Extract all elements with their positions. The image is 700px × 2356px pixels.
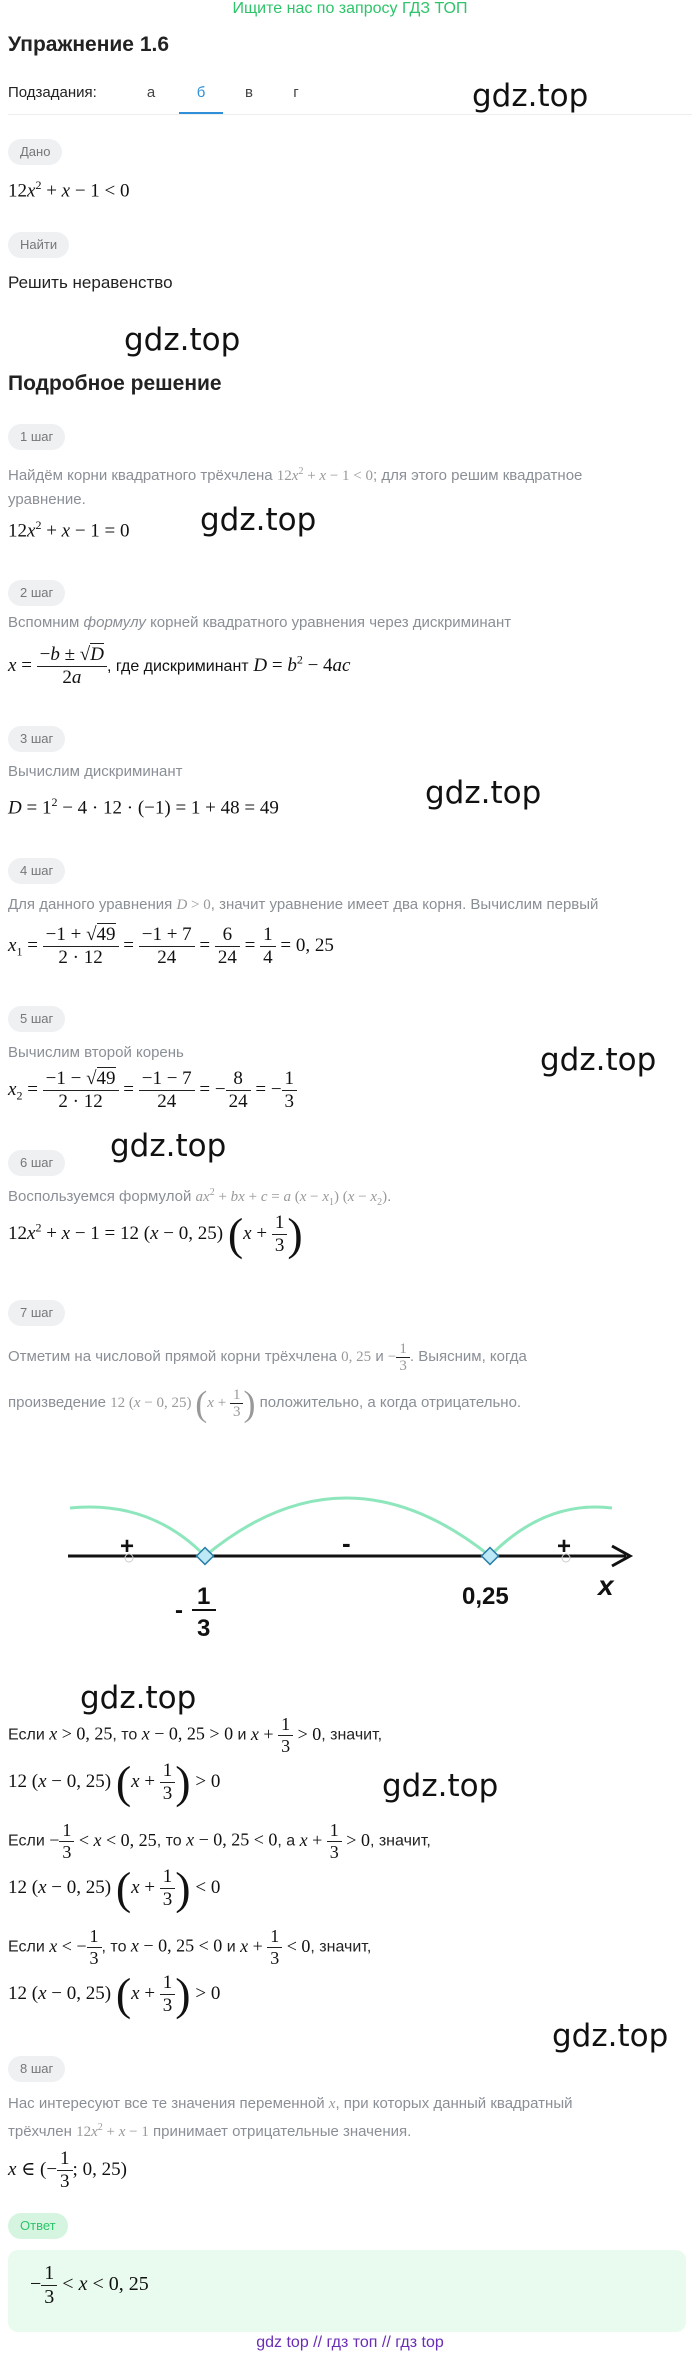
step-5-pill: 5 шаг [8, 1006, 65, 1032]
tabs-divider [8, 114, 692, 115]
watermark: gdz.top [124, 322, 241, 358]
answer-formula: − $\frac{1}{3}$ < x < 0, 25 [30, 2262, 149, 2308]
step-8-interval: x ∈ (− $\frac{1}{3}$ ; 0, 25) [8, 2148, 127, 2192]
sign-plus-right: + [557, 1533, 572, 1560]
step-5-root-x2: $x_2$ = $\frac{-1 - √49}{2 \cdot 12}$ = $\frac{-1 - 7}{24}$ = − $\frac{8}{24}$ = − $\frac{1}{3}$ [8, 1068, 297, 1113]
given-inequality: $12x^2 + x - 1 < 0$ [8, 178, 130, 202]
footer-link-1[interactable]: gdz top [256, 2334, 309, 2351]
watermark: gdz.top [552, 2018, 669, 2054]
sign-minus-middle: - [342, 1528, 351, 1558]
number-line-diagram [0, 1490, 700, 1670]
watermark: gdz.top [200, 502, 317, 538]
sign-arc-right [490, 1507, 612, 1556]
case-1-result: 12 (x − 0, 25) (x + $\frac{1}{3}$ ) > 0 [8, 1756, 221, 1808]
step-4-root-x1: $x_1$ = $\frac{-1 + √49}{2 \cdot 12}$ = $\frac{-1 + 7}{24}$ = $\frac{6}{24}$ = $\frac{1}{4}$ = 0, 25 [8, 924, 334, 968]
step-6-pill: 6 шаг [8, 1150, 65, 1176]
case-2-condition: Если − $\frac{1}{3}$ < x < 0, 25, то x − 0, 25 < 0, а x + $\frac{1}{3}$ > 0, значит, [8, 1820, 431, 1862]
step-4-text: Для данного уравнения D > 0, значит уравнение имеет два корня. Вычислим первый [8, 896, 599, 913]
footer-link-2[interactable]: гдз топ [326, 2334, 378, 2351]
tab-v[interactable]: в [245, 84, 253, 101]
watermark: gdz.top [425, 775, 542, 811]
given-pill: Дано [8, 139, 62, 165]
find-pill: Найти [8, 232, 69, 258]
case-1-condition: Если x > 0, 25, то x − 0, 25 > 0 и x + $\frac{1}{3}$ > 0, значит, [8, 1714, 383, 1756]
step-6-factorization: $12x^2 + x - 1 = 12$ (x − 0, 25) (x + $\frac{1}{3}$ ) [8, 1208, 303, 1260]
step-8-text: Нас интересуют все те значения переменной x, при которых данный квадратный трёхчлен $12x^2 + x - 1$ принимает отрицательные значения. [8, 2095, 573, 2140]
watermark: gdz.top [540, 1042, 657, 1078]
sign-plus-left: + [120, 1533, 135, 1560]
sign-arc-left [70, 1507, 205, 1556]
step-1-text: Найдём корни квадратного трёхчлена $12x^2 + x - 1 < 0$; для этого решим квадратное уравнение. [8, 466, 583, 508]
step-5-text: Вычислим второй корень [8, 1044, 184, 1061]
top-banner[interactable]: Ищите нас по запросу ГДЗ ТОП [232, 0, 468, 17]
tab-b[interactable]: б [196, 84, 206, 101]
subtasks-label: Подзадания: [8, 84, 97, 101]
find-text: Решить неравенство [8, 273, 173, 292]
watermark: gdz.top [110, 1128, 227, 1164]
step-4-pill: 4 шаг [8, 858, 65, 884]
footer-separator: // [381, 2334, 391, 2351]
step-2-text: Вспомним формулу корней квадратного уравнения через дискриминант [8, 614, 512, 631]
page-title: Упражнение 1.6 [8, 33, 170, 56]
step-1-equation: $12x^2 + x - 1 = 0$ [8, 518, 130, 542]
root-left-sign: - [175, 1597, 183, 1624]
tab-a[interactable]: а [146, 84, 156, 101]
step-6-text: Воспользуемся формулой $ax^2$ + bx + c = a $(x - x_1)$ $(x - x_2)$. [8, 1187, 392, 1208]
footer-links [0, 2334, 700, 2352]
step-3-pill: 3 шаг [8, 726, 65, 752]
answer-pill: Ответ [8, 2213, 68, 2239]
footer-separator: // [313, 2334, 323, 2351]
step-2-formula: x = $\frac{-b \pm √D}{2a}$ , где дискриминант $D = b^2 - 4ac$ [8, 644, 351, 688]
footer-link-3[interactable]: гдз top [395, 2334, 444, 2351]
root-left-numerator: 1 [197, 1583, 211, 1610]
watermark: gdz.top [472, 78, 589, 114]
tab-g[interactable]: г [293, 84, 299, 101]
root-left-denominator: 3 [197, 1615, 211, 1642]
solution-title: Подробное решение [8, 372, 222, 395]
case-3-result: 12 (x − 0, 25) (x + $\frac{1}{3}$ ) > 0 [8, 1968, 221, 2020]
step-8-pill: 8 шаг [8, 2056, 65, 2082]
watermark: gdz.top [80, 1680, 197, 1716]
root-right-label: 0,25 [462, 1583, 509, 1610]
step-7-pill: 7 шаг [8, 1300, 65, 1326]
watermark: gdz.top [382, 1768, 499, 1804]
step-1-pill: 1 шаг [8, 424, 65, 450]
case-2-result: 12 (x − 0, 25) (x + $\frac{1}{3}$ ) < 0 [8, 1862, 221, 1914]
step-3-text: Вычислим дискриминант [8, 763, 183, 780]
step-7-text: Отметим на числовой прямой корни трёхчлена 0, 25 и − $\frac{1}{3}$ . Выясним, когда произведение 12 (x − 0, 25) (x + $\frac{1}{3}$ ) положительно, а когда отрицательно. [8, 1341, 527, 1424]
case-3-condition: Если x < − $\frac{1}{3}$ , то x − 0, 25 < 0 и x + $\frac{1}{3}$ < 0, значит, [8, 1926, 372, 1968]
axis-variable: x [598, 1570, 614, 1601]
step-2-pill: 2 шаг [8, 580, 65, 606]
step-3-discriminant: $D = 1^2 - 4 \cdot 12 \cdot (-1) = 1 + 48 = 49$ [8, 795, 279, 819]
